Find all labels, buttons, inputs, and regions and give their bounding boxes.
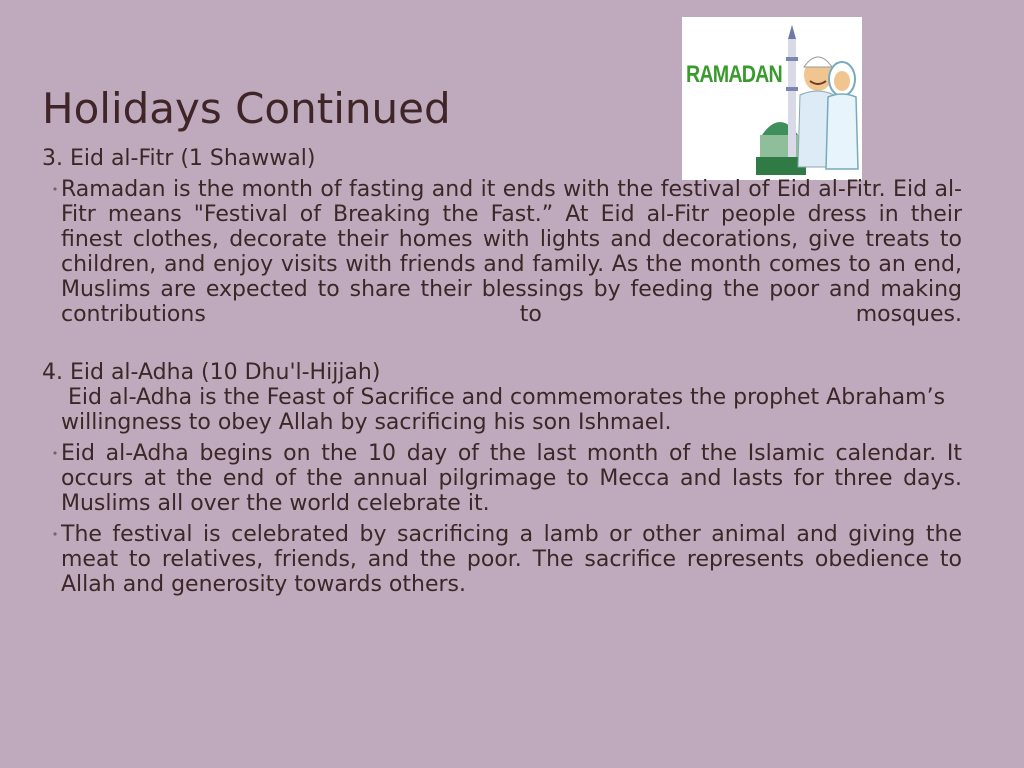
section-intro-text: Eid al-Adha is the Feast of Sacrifice and commemorates the prophet Abraham’s willingness to obey Allah by sacrificing his son Ishmael. [61, 385, 953, 435]
logo-text: RAMADAN [686, 61, 782, 88]
crescent-bullet-icon [42, 179, 60, 199]
crescent-bullet-icon [42, 443, 60, 463]
section-heading-eid-al-fitr: 3. Eid al-Fitr (1 Shawwal) [42, 146, 316, 171]
bullet-item [42, 177, 962, 327]
slide-title: Holidays Continued [42, 84, 451, 133]
bullet-text: Eid al-Adha begins on the 10 day of the last month of the Islamic calendar. It occurs at the end of the annual pilgrimage to Mecca and lasts for three days. Muslims all over the world celebrate it. [61, 441, 962, 516]
section-heading-eid-al-adha: 4. Eid al-Adha (10 Dhu'l-Hijjah) [42, 360, 381, 385]
bullet-item [42, 522, 962, 597]
slide-body [42, 146, 962, 597]
bullet-item [42, 441, 962, 516]
bullet-text: Ramadan is the month of fasting and it ends with the festival of Eid al-Fitr. Eid al-Fitr means "Festival of Breaking the Fast.” At Eid al-Fitr people dress in their finest clothes, decorate their homes with lights and decorations, give treats to children, and enjoy visits with friends and family. As the month comes to an end, Muslims are expected to share their blessings by feeding the poor and making contributions to mosques. [61, 177, 962, 327]
bullet-text: The festival is celebrated by sacrificing a lamb or other animal and giving the meat to relatives, friends, and the poor. The sacrifice represents obedience to Allah and generosity towards others. [61, 522, 962, 597]
crescent-bullet-icon [42, 524, 60, 544]
